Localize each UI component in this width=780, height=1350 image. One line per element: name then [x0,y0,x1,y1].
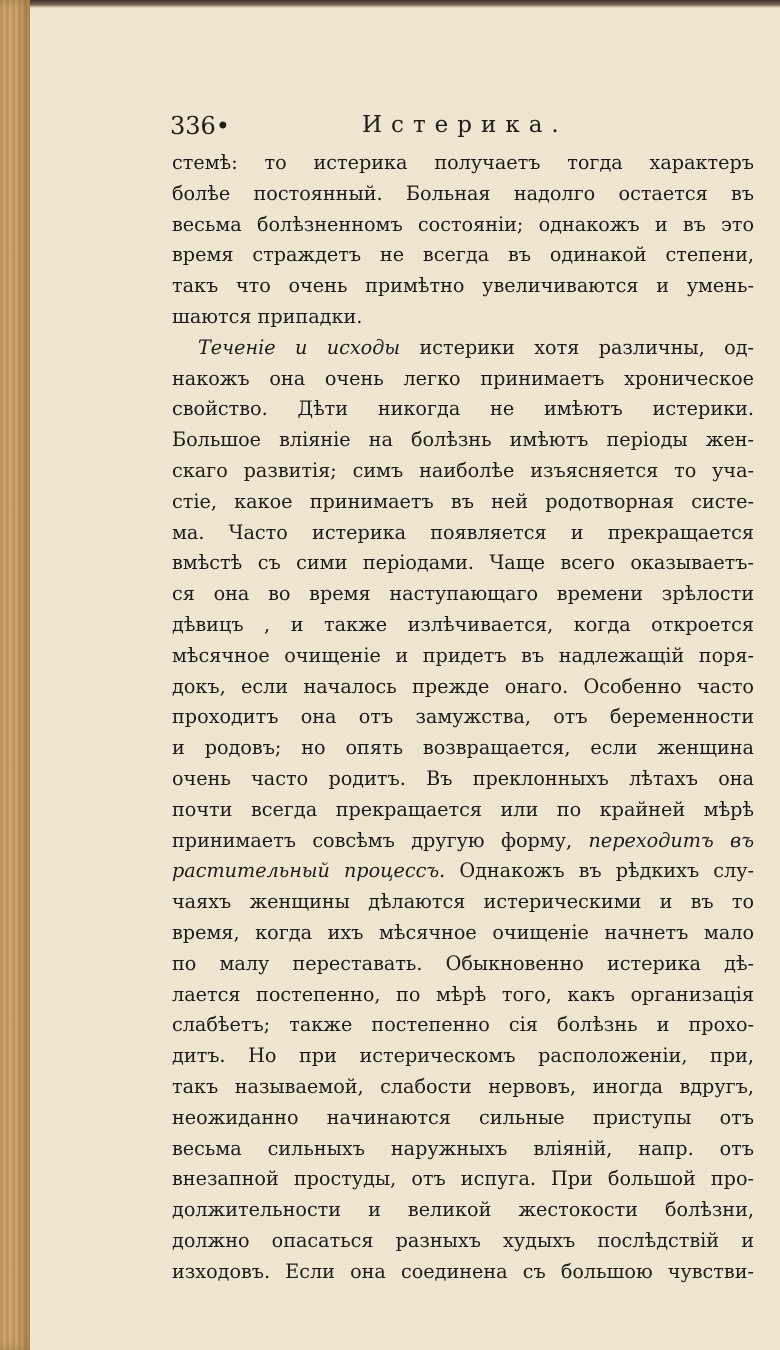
text-line: должно опасаться разныхъ худыхъ послѣдствій и [172,1228,754,1252]
text-line: накожъ она очень легко принимаетъ хроническое [172,366,754,390]
text-line: Большое вліяніе на болѣзнь имѣютъ періоды жен- [172,428,754,452]
text-line: докъ, если началось прежде онаго. Особенно часто [172,674,754,698]
page-header [170,112,755,142]
text-line [172,856,754,887]
text-line: стіе, какое принимаетъ въ ней родотворная систе- [172,489,754,513]
text-line: внезапной простуды, отъ испуга. При большой про- [172,1167,754,1191]
text-line: шаются припадки. [172,304,363,328]
text-line: чаяхъ женщины дѣлаются истерическими и въ то [172,890,754,914]
text-line: лается постепенно, по мѣрѣ того, какъ организація [172,982,754,1006]
text-line: изходовъ. Если она соединена съ большою чувстви- [172,1259,754,1283]
text-run: принимаетъ совсѣмъ другую форму, [172,828,589,852]
text-line [172,826,754,857]
text-line: такъ называемой, слабости нервовъ, иногда вдругъ, [172,1074,754,1098]
text-line: весьма болѣзненномъ состояніи; однакожъ и въ это [172,212,754,236]
italic-term: растительный процессъ. [172,859,446,883]
italic-term: Теченіе и исходы [198,335,401,359]
text-line: время страждетъ не всегда въ одинакой степени, [172,243,754,267]
text-line: должительности и великой жестокости болѣзни, [172,1198,754,1222]
text-run: истерики хотя различны, од- [400,335,754,359]
text-line: почти всегда прекращается или по крайней мѣрѣ [172,797,754,821]
text-run: Однакожъ въ рѣдкихъ слу- [445,859,754,883]
text-line: ся она во время наступающаго времени зрѣлости [172,582,754,606]
text-line: такъ что очень примѣтно увеличиваются и умень- [172,274,754,298]
text-line: скаго развитія; симъ наиболѣе изъясняется то уча- [172,458,754,482]
text-line: ма. Часто истерика появляется и прекращается [172,520,754,544]
page-number: 336• [170,112,230,140]
text-line: свойство. Дѣти никогда не имѣютъ истерики. [172,397,754,421]
text-line: по малу переставать. Обыкновенно истерика дѣ- [172,951,754,975]
text-line: мѣсячное очищеніе и придетъ въ надлежащій поря- [172,643,754,667]
text-line: вмѣстѣ съ сими періодами. Чаще всего оказываетъ- [172,551,754,575]
text-line: дѣвицъ , и также излѣчивается, когда откроется [172,612,754,636]
text-line: весьма сильныхъ наружныхъ вліяній, напр. отъ [172,1136,754,1160]
text-line: дитъ. Но при истерическомъ расположеніи, при, [172,1044,754,1068]
page-top-edge [30,0,780,8]
text-line: болѣе постоянный. Больная надолго остается въ [172,181,754,205]
book-gutter [0,0,30,1350]
text-line: неожиданно начинаются сильные приступы отъ [172,1105,754,1129]
text-line: слабѣетъ; также постепенно сія болѣзнь и прохо- [172,1013,754,1037]
text-line [172,333,754,364]
text-line: проходитъ она отъ замужства, отъ беременности [172,705,754,729]
italic-term: переходитъ въ [588,828,754,852]
body-text [172,148,754,1287]
text-line: очень часто родитъ. Въ преклонныхъ лѣтахъ она [172,766,754,790]
text-line: стемѣ: то истерика получаетъ тогда характеръ [172,151,754,174]
text-line: время, когда ихъ мѣсячное очищеніе начнетъ мало [172,920,754,944]
running-title: Истерика. [362,112,568,138]
text-line: и родовъ; но опять возвращается, если женщина [172,736,754,760]
